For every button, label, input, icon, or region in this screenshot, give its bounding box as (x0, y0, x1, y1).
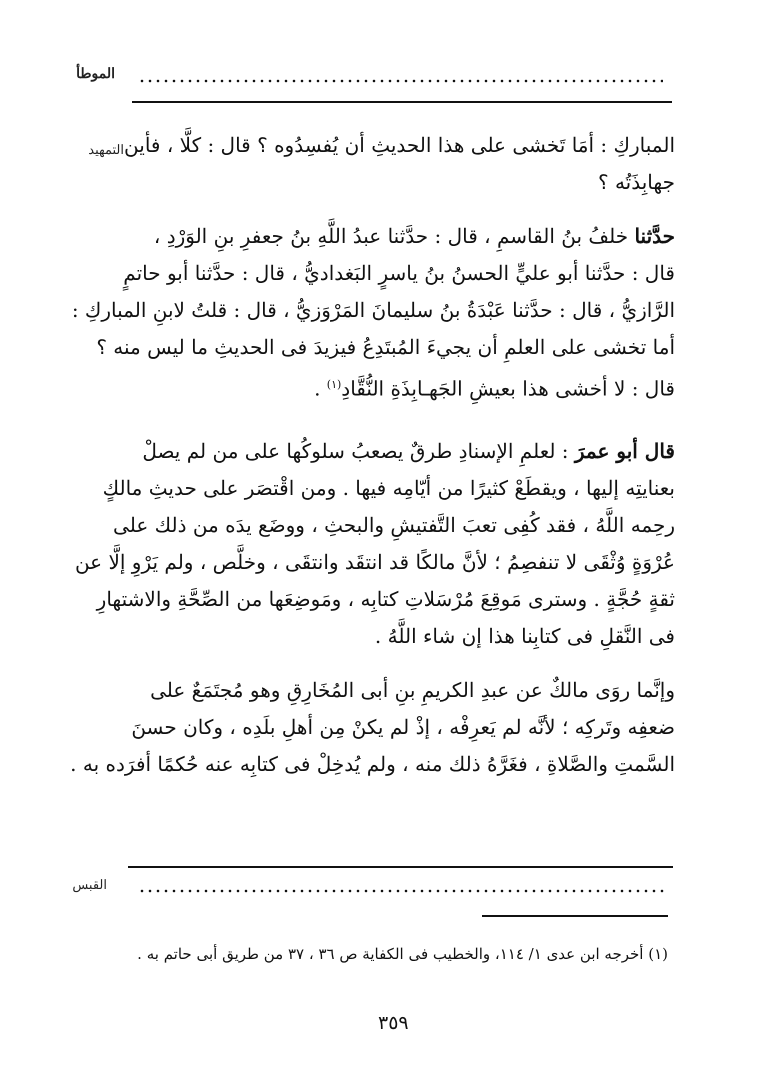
paragraph-4 (70, 672, 675, 783)
text-line: قال : حدَّثنا أبو عليٍّ الحسنُ بنُ ياسرٍ البَغداديُّ ، قال : حدَّثنا أبو حاتمٍ (123, 261, 675, 285)
text-line: ثقةٍ حُجَّةٍ . وسترى مَوقِعَ مُرْسَلاتِ كتابِه ، ومَوضِعَها من الصِّحَّةِ والاشتهارِ (96, 586, 675, 611)
section-rule (128, 866, 673, 868)
text-line: رحِمه اللَّهُ ، فقد كُفِى تعبَ التَّفتيشِ والبحثِ ، ووضَع يدَه من ذلك على (113, 512, 675, 537)
text-span: : لعلمِ الإسنادِ طرقٌ يصعبُ سلوكُها على من لم يصلْ (142, 438, 575, 463)
side-label-tamhid: التمهيد (88, 143, 124, 158)
header-dotted-line (138, 78, 663, 84)
text-span: . (314, 376, 327, 401)
paragraph-lead: قال أبو عمرَ (574, 438, 675, 463)
text-line: وإنَّما روَى مالكٌ عن عبدِ الكريمِ بنِ أبى المُخَارِقِ وهو مُجتَمَعٌ على (150, 677, 675, 702)
footnote-reference: (١) (326, 378, 342, 391)
header-title: الموطأ (76, 66, 115, 82)
text-line (125, 433, 675, 470)
header-rule (132, 101, 672, 103)
text-line: فى النَّقلِ فى كتابِنا هذا إن شاء اللَّهُ . (374, 623, 675, 648)
qabas-dotted-line (138, 888, 668, 894)
text-line: بعنايتِه إليها ، ويقطَعْ كثيرًا من أيّامِه فيها . ومن اقْتصَر على حديثِ مالكٍ (102, 475, 675, 500)
paragraph-1 (125, 127, 675, 201)
text-line: السَّمتِ والصَّلاةِ ، فغَرَّهُ ذلك منه ، ولم يُدخِلْ فى كتابِه عنه حُكمًا أفرَده به . (70, 751, 675, 776)
text-line: الرَّازيُّ ، قال : حدَّثنا عَبْدَةُ بنُ سليمانَ المَرْوَزيُّ ، قال : قلتُ لابنِ المباركِ : (71, 298, 675, 322)
text-line: ضعفِه وتَركِه ؛ لأنَّه لم يَعرِفْه ، إذْ لم يكنْ مِن أهلِ بلَدِه ، وكان حسنَ (131, 714, 675, 739)
side-label-qabas: القبس (72, 878, 107, 893)
footnote-rule (482, 915, 668, 917)
text-line: أما تخشى على العلمِ أن يجيءَ المُبتَدِعُ فيزيدَ فى الحديثِ ما ليس منه ؟ (96, 335, 675, 359)
page-number: ٣٥٩ (378, 1012, 409, 1034)
text-line (125, 366, 675, 408)
text-span: خلفُ بنُ القاسمِ ، قال : حدَّثنا عبدُ اللَّهِ بنُ جعفرِ بنِ الوَرْدِ ، (153, 224, 635, 248)
paragraph-lead: حدَّثنا (634, 224, 675, 248)
text-line (125, 218, 675, 255)
paragraph-3 (74, 433, 675, 655)
footnote-text: (١) أخرجه ابن عدى ١/ ١١٤، والخطيب فى الكفاية ص ٣٦ ، ٣٧ من طريق أبى حاتم به . (137, 945, 668, 963)
text-line: عُرْوَةٍ وُثْقَى لا تنفصِمُ ؛ لأنَّ مالكًا قد انتقَد وانتقَى ، وخلَّص ، ولم يَرْوِ إلَّا عن (74, 549, 675, 574)
text-span: قال : لا أخشى هذا بعيشِ الجَهـابِذَةِ النُّقَّادِ (341, 376, 675, 401)
text-line: جهابِذَتُه ؟ (597, 170, 675, 194)
paragraph-2 (71, 218, 675, 408)
text-line: المباركِ : أمَا تَخشى على هذا الحديثِ أن يُفسِدُوه ؟ قال : كلَّا ، فأين (124, 133, 675, 157)
